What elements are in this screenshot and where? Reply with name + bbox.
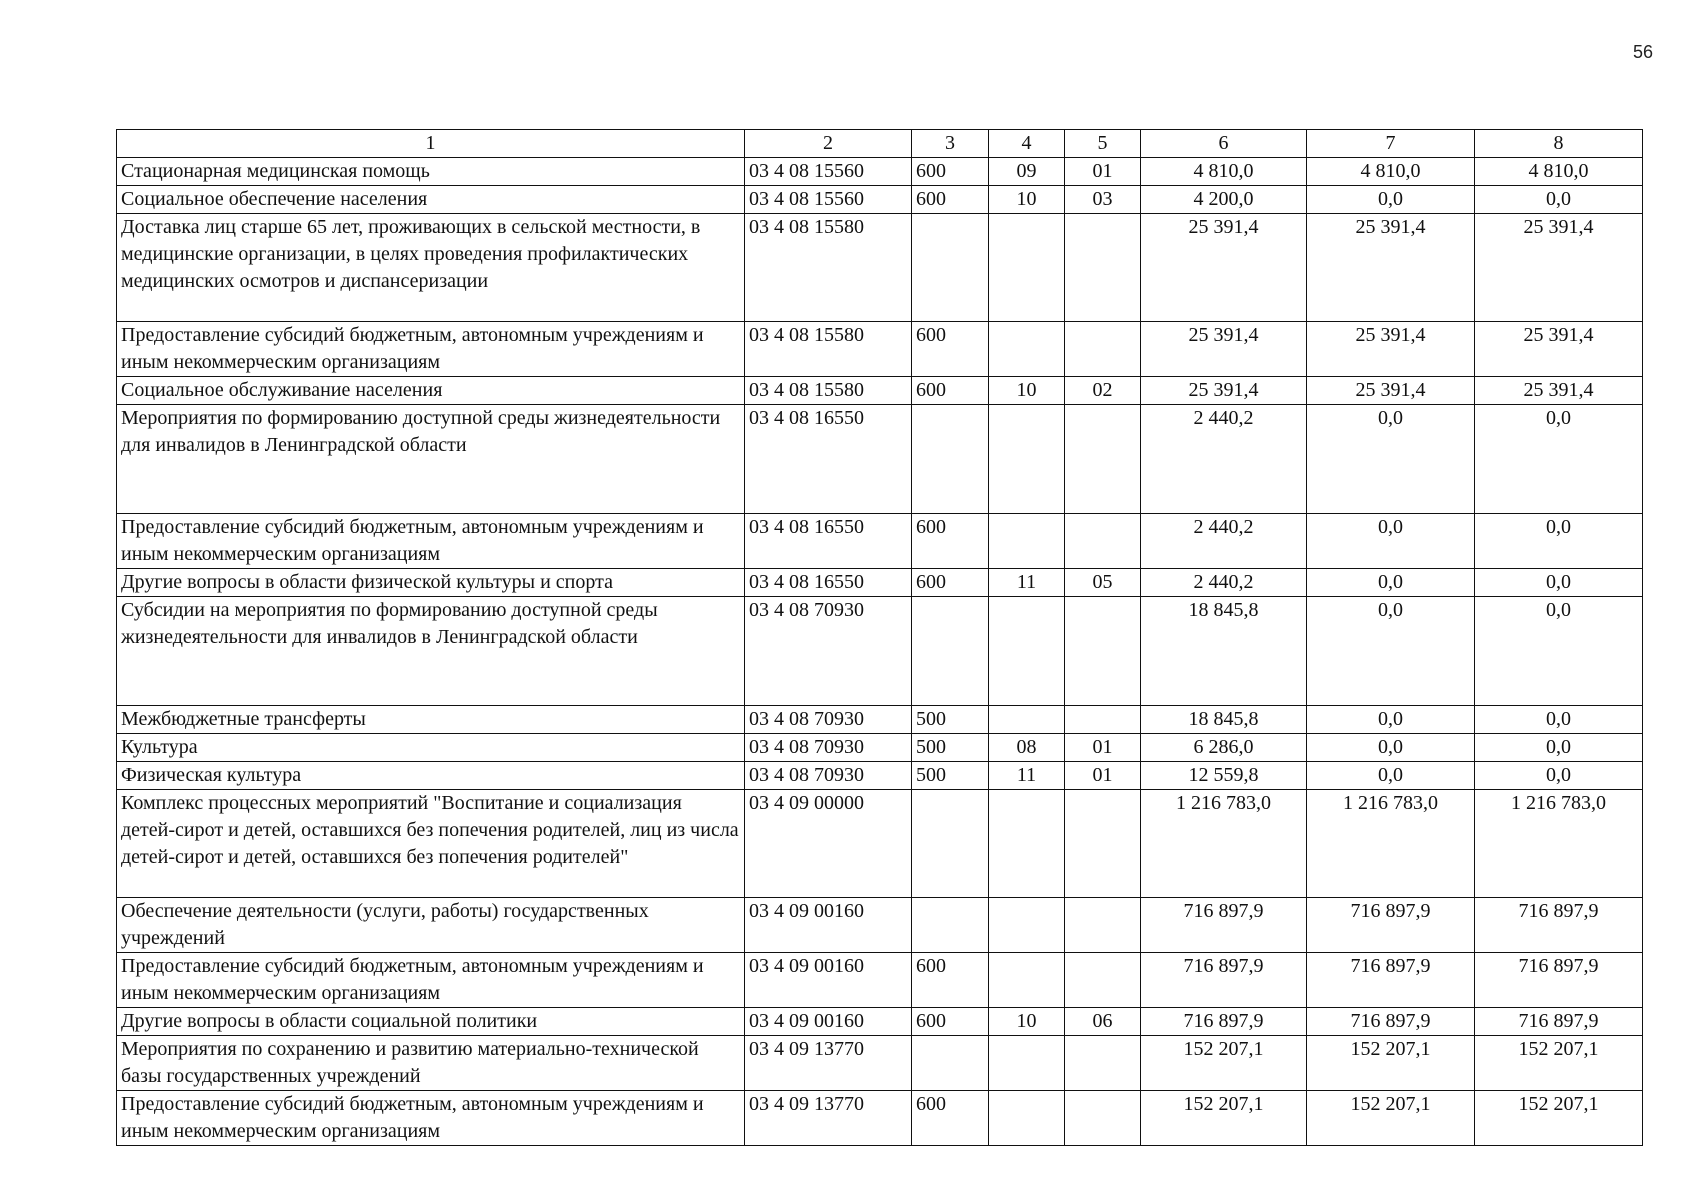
- row-value-col8-cell: 0,0: [1475, 186, 1643, 214]
- row-value-col8-cell: 0,0: [1475, 762, 1643, 790]
- row-value-col6-cell: 2 440,2: [1141, 514, 1307, 569]
- row-code-cell: 03 4 08 70930: [745, 734, 912, 762]
- row-value-col6-cell: 4 810,0: [1141, 158, 1307, 186]
- row-name-cell: Обеспечение деятельности (услуги, работы) государственных учреждений: [117, 898, 745, 953]
- row-value-col7-cell: 0,0: [1307, 706, 1475, 734]
- row-expense-type-cell: 600: [912, 158, 989, 186]
- row-value-col6-cell: 2 440,2: [1141, 405, 1307, 514]
- budget-table: [116, 129, 1643, 1146]
- row-expense-type-cell: [912, 214, 989, 322]
- row-value-col8-cell: 716 897,9: [1475, 898, 1643, 953]
- row-code-cell: 03 4 08 70930: [745, 762, 912, 790]
- row-section-cell: [989, 514, 1065, 569]
- column-header-4: 4: [989, 130, 1065, 158]
- row-value-col7-cell: 1 216 783,0: [1307, 790, 1475, 898]
- row-name-cell: Мероприятия по сохранению и развитию материально-технической базы государственных учреждений: [117, 1036, 745, 1091]
- row-expense-type-cell: 600: [912, 322, 989, 377]
- row-value-col8-cell: 25 391,4: [1475, 214, 1643, 322]
- table-row: [117, 322, 1643, 377]
- row-name-cell: Предоставление субсидий бюджетным, автономным учреждениям и иным некоммерческим организациям: [117, 514, 745, 569]
- row-value-col6-cell: 716 897,9: [1141, 898, 1307, 953]
- row-value-col7-cell: 0,0: [1307, 186, 1475, 214]
- row-value-col8-cell: 25 391,4: [1475, 377, 1643, 405]
- row-subsection-cell: [1065, 597, 1141, 706]
- row-subsection-cell: [1065, 953, 1141, 1008]
- page-number: 56: [1632, 42, 1653, 62]
- row-section-cell: 08: [989, 734, 1065, 762]
- row-code-cell: 03 4 09 00000: [745, 790, 912, 898]
- row-expense-type-cell: 600: [912, 377, 989, 405]
- row-name-cell: Социальное обслуживание населения: [117, 377, 745, 405]
- row-name-cell: Социальное обеспечение населения: [117, 186, 745, 214]
- row-name-cell: Комплекс процессных мероприятий "Воспитание и социализация детей-сирот и детей, оставшихся без попечения родителей, лиц из числа детей-сирот и детей, оставшихся без попечения родителей": [117, 790, 745, 898]
- row-section-cell: 10: [989, 186, 1065, 214]
- row-code-cell: 03 4 08 70930: [745, 706, 912, 734]
- row-value-col7-cell: 0,0: [1307, 514, 1475, 569]
- row-value-col6-cell: 25 391,4: [1141, 322, 1307, 377]
- row-section-cell: 10: [989, 377, 1065, 405]
- row-section-cell: 10: [989, 1008, 1065, 1036]
- row-code-cell: 03 4 09 00160: [745, 898, 912, 953]
- row-expense-type-cell: [912, 597, 989, 706]
- row-expense-type-cell: 500: [912, 762, 989, 790]
- row-code-cell: 03 4 08 15580: [745, 214, 912, 322]
- column-header-2: 2: [745, 130, 912, 158]
- row-value-col7-cell: 0,0: [1307, 597, 1475, 706]
- row-value-col6-cell: 152 207,1: [1141, 1036, 1307, 1091]
- table-row: [117, 1091, 1643, 1146]
- row-code-cell: 03 4 09 00160: [745, 953, 912, 1008]
- row-value-col8-cell: 0,0: [1475, 405, 1643, 514]
- row-value-col6-cell: 25 391,4: [1141, 214, 1307, 322]
- row-subsection-cell: 06: [1065, 1008, 1141, 1036]
- row-name-cell: Стационарная медицинская помощь: [117, 158, 745, 186]
- row-code-cell: 03 4 08 15580: [745, 377, 912, 405]
- row-code-cell: 03 4 08 15560: [745, 158, 912, 186]
- column-header-1: 1: [117, 130, 745, 158]
- table-row: [117, 1036, 1643, 1091]
- row-code-cell: 03 4 09 13770: [745, 1036, 912, 1091]
- row-section-cell: [989, 214, 1065, 322]
- row-value-col6-cell: 12 559,8: [1141, 762, 1307, 790]
- row-section-cell: [989, 706, 1065, 734]
- row-value-col8-cell: 0,0: [1475, 597, 1643, 706]
- row-code-cell: 03 4 09 00160: [745, 1008, 912, 1036]
- row-expense-type-cell: 600: [912, 186, 989, 214]
- row-expense-type-cell: [912, 790, 989, 898]
- row-section-cell: [989, 1091, 1065, 1146]
- row-value-col8-cell: 1 216 783,0: [1475, 790, 1643, 898]
- row-expense-type-cell: [912, 1036, 989, 1091]
- row-name-cell: Субсидии на мероприятия по формированию доступной среды жизнедеятельности для инвалидов в Ленинградской области: [117, 597, 745, 706]
- row-value-col6-cell: 6 286,0: [1141, 734, 1307, 762]
- row-value-col7-cell: 716 897,9: [1307, 898, 1475, 953]
- table-row: [117, 569, 1643, 597]
- column-header-8: 8: [1475, 130, 1643, 158]
- row-value-col6-cell: 18 845,8: [1141, 597, 1307, 706]
- row-name-cell: Предоставление субсидий бюджетным, автономным учреждениям и иным некоммерческим организациям: [117, 1091, 745, 1146]
- row-expense-type-cell: 600: [912, 514, 989, 569]
- row-name-cell: Физическая культура: [117, 762, 745, 790]
- row-code-cell: 03 4 08 16550: [745, 569, 912, 597]
- row-expense-type-cell: 600: [912, 1091, 989, 1146]
- row-name-cell: Культура: [117, 734, 745, 762]
- row-subsection-cell: [1065, 898, 1141, 953]
- row-section-cell: [989, 953, 1065, 1008]
- row-subsection-cell: [1065, 1036, 1141, 1091]
- row-value-col6-cell: 4 200,0: [1141, 186, 1307, 214]
- row-value-col6-cell: 152 207,1: [1141, 1091, 1307, 1146]
- row-value-col8-cell: 25 391,4: [1475, 322, 1643, 377]
- row-expense-type-cell: 500: [912, 706, 989, 734]
- row-value-col7-cell: 0,0: [1307, 734, 1475, 762]
- row-value-col6-cell: 2 440,2: [1141, 569, 1307, 597]
- row-section-cell: [989, 1036, 1065, 1091]
- row-name-cell: Другие вопросы в области социальной политики: [117, 1008, 745, 1036]
- column-header-3: 3: [912, 130, 989, 158]
- row-expense-type-cell: 600: [912, 569, 989, 597]
- row-section-cell: [989, 405, 1065, 514]
- row-expense-type-cell: 600: [912, 1008, 989, 1036]
- row-subsection-cell: 03: [1065, 186, 1141, 214]
- row-value-col8-cell: 0,0: [1475, 514, 1643, 569]
- row-code-cell: 03 4 08 70930: [745, 597, 912, 706]
- row-expense-type-cell: 600: [912, 953, 989, 1008]
- row-code-cell: 03 4 08 16550: [745, 405, 912, 514]
- table-body: [117, 158, 1643, 1146]
- table-row: [117, 1008, 1643, 1036]
- row-value-col7-cell: 716 897,9: [1307, 953, 1475, 1008]
- row-code-cell: 03 4 08 15580: [745, 322, 912, 377]
- row-code-cell: 03 4 08 15560: [745, 186, 912, 214]
- row-value-col8-cell: 152 207,1: [1475, 1036, 1643, 1091]
- table-row: [117, 706, 1643, 734]
- column-header-7: 7: [1307, 130, 1475, 158]
- row-section-cell: [989, 898, 1065, 953]
- row-value-col7-cell: 4 810,0: [1307, 158, 1475, 186]
- row-value-col8-cell: 0,0: [1475, 706, 1643, 734]
- row-value-col7-cell: 25 391,4: [1307, 322, 1475, 377]
- row-subsection-cell: [1065, 214, 1141, 322]
- row-section-cell: 11: [989, 762, 1065, 790]
- row-value-col7-cell: 716 897,9: [1307, 1008, 1475, 1036]
- row-subsection-cell: [1065, 322, 1141, 377]
- row-value-col8-cell: 152 207,1: [1475, 1091, 1643, 1146]
- row-subsection-cell: 02: [1065, 377, 1141, 405]
- row-section-cell: 11: [989, 569, 1065, 597]
- row-name-cell: Предоставление субсидий бюджетным, автономным учреждениям и иным некоммерческим организациям: [117, 322, 745, 377]
- row-value-col7-cell: 0,0: [1307, 405, 1475, 514]
- row-value-col7-cell: 0,0: [1307, 762, 1475, 790]
- row-name-cell: Межбюджетные трансферты: [117, 706, 745, 734]
- row-value-col7-cell: 152 207,1: [1307, 1036, 1475, 1091]
- row-subsection-cell: [1065, 514, 1141, 569]
- row-value-col6-cell: 1 216 783,0: [1141, 790, 1307, 898]
- row-subsection-cell: 01: [1065, 734, 1141, 762]
- row-value-col6-cell: 716 897,9: [1141, 1008, 1307, 1036]
- row-expense-type-cell: 500: [912, 734, 989, 762]
- row-subsection-cell: [1065, 790, 1141, 898]
- row-section-cell: 09: [989, 158, 1065, 186]
- row-value-col7-cell: 25 391,4: [1307, 377, 1475, 405]
- table-row: [117, 214, 1643, 322]
- column-header-5: 5: [1065, 130, 1141, 158]
- row-value-col8-cell: 0,0: [1475, 569, 1643, 597]
- row-subsection-cell: 05: [1065, 569, 1141, 597]
- row-subsection-cell: 01: [1065, 762, 1141, 790]
- table-row: [117, 186, 1643, 214]
- column-header-6: 6: [1141, 130, 1307, 158]
- table-row: [117, 597, 1643, 706]
- table-row: [117, 762, 1643, 790]
- row-code-cell: 03 4 08 16550: [745, 514, 912, 569]
- table-row: [117, 790, 1643, 898]
- row-value-col8-cell: 4 810,0: [1475, 158, 1643, 186]
- row-section-cell: [989, 790, 1065, 898]
- row-name-cell: Другие вопросы в области физической культуры и спорта: [117, 569, 745, 597]
- row-value-col6-cell: 25 391,4: [1141, 377, 1307, 405]
- row-subsection-cell: [1065, 706, 1141, 734]
- row-value-col7-cell: 25 391,4: [1307, 214, 1475, 322]
- table-row: [117, 377, 1643, 405]
- row-value-col8-cell: 716 897,9: [1475, 1008, 1643, 1036]
- row-subsection-cell: [1065, 405, 1141, 514]
- row-section-cell: [989, 322, 1065, 377]
- row-code-cell: 03 4 09 13770: [745, 1091, 912, 1146]
- row-expense-type-cell: [912, 405, 989, 514]
- table-row: [117, 898, 1643, 953]
- row-value-col6-cell: 716 897,9: [1141, 953, 1307, 1008]
- row-value-col8-cell: 0,0: [1475, 734, 1643, 762]
- row-value-col7-cell: 0,0: [1307, 569, 1475, 597]
- table-row: [117, 405, 1643, 514]
- table-row: [117, 158, 1643, 186]
- row-name-cell: Предоставление субсидий бюджетным, автономным учреждениям и иным некоммерческим организациям: [117, 953, 745, 1008]
- row-name-cell: Мероприятия по формированию доступной среды жизнедеятельности для инвалидов в Ленинградской области: [117, 405, 745, 514]
- row-value-col7-cell: 152 207,1: [1307, 1091, 1475, 1146]
- row-name-cell: Доставка лиц старше 65 лет, проживающих в сельской местности, в медицинские организации, в целях проведения профилактических медицинских осмотров и диспансеризации: [117, 214, 745, 322]
- table-row: [117, 953, 1643, 1008]
- table-row: [117, 514, 1643, 569]
- row-section-cell: [989, 597, 1065, 706]
- row-expense-type-cell: [912, 898, 989, 953]
- row-subsection-cell: [1065, 1091, 1141, 1146]
- table-row: [117, 734, 1643, 762]
- header-row: [117, 130, 1643, 158]
- row-value-col6-cell: 18 845,8: [1141, 706, 1307, 734]
- row-subsection-cell: 01: [1065, 158, 1141, 186]
- row-value-col8-cell: 716 897,9: [1475, 953, 1643, 1008]
